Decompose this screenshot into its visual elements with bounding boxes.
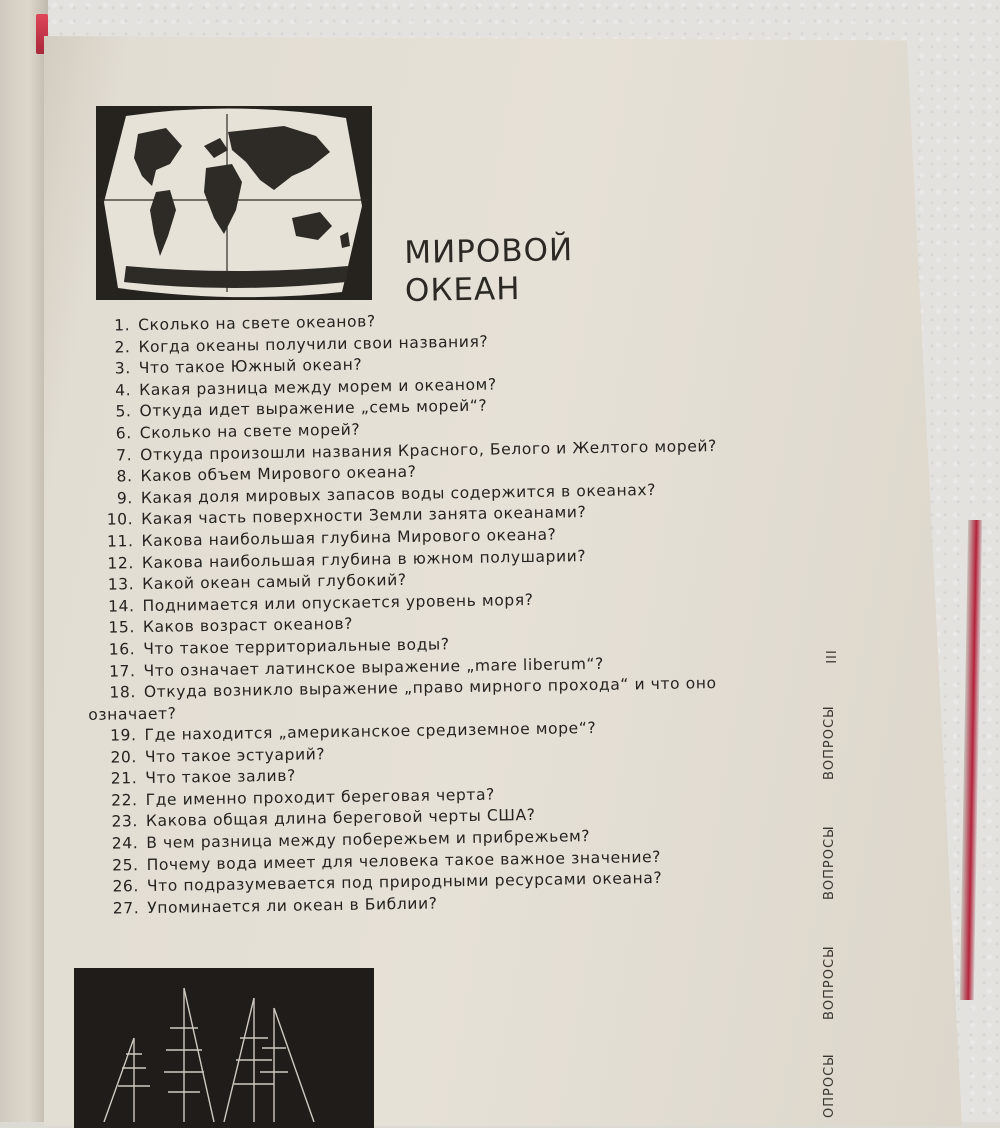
world-map-icon [96, 106, 372, 300]
question-text: Каков объем Мирового океана? [140, 462, 417, 486]
sailing-ships-illustration [74, 968, 374, 1128]
page-title [404, 231, 574, 310]
question-text: В чем разница между побережьем и прибрежьем? [146, 827, 591, 853]
question-number: 10. [106, 510, 134, 529]
question-text: Каков возраст океанов? [142, 615, 354, 637]
question-text: Сколько на свете океанов? [138, 312, 376, 335]
question-number: 5. [115, 402, 132, 421]
question-text: Поднимается или опускается уровень моря? [142, 590, 534, 615]
question-text: Какова наибольшая глубина в южном полушарии? [141, 546, 587, 572]
question-number: 27. [112, 898, 140, 918]
question-number: 3. [114, 359, 131, 378]
question-text: Что такое Южный океан? [138, 355, 363, 378]
question-number: 18. [109, 683, 137, 702]
section-tab-label: ВОПРОСЫ [822, 825, 837, 900]
question-text: Почему вода имеет для человека такое важное значение? [146, 847, 662, 874]
question-number: 16. [108, 640, 136, 659]
question-text: Откуда идет выражение „семь морей“? [139, 396, 488, 421]
question-number: 9. [116, 488, 134, 508]
question-text: Где находится „американское средиземное море“? [144, 719, 597, 745]
section-tab-label: ОПРОСЫ [822, 1053, 837, 1118]
question-text: Какова наибольшая глубина Мирового океана? [141, 525, 557, 550]
question-number: 20. [110, 747, 138, 767]
question-text: Какая часть поверхности Земли занята океанами? [141, 503, 587, 529]
question-text: Что такое территориальные воды? [143, 635, 450, 658]
world-map-illustration [96, 106, 372, 300]
question-text-continued: означает? [88, 704, 177, 724]
question-number: 12. [107, 553, 135, 573]
question-text: Что такое залив? [145, 766, 296, 788]
question-number: 22. [111, 791, 138, 810]
question-number: 14. [107, 596, 135, 616]
title-line-1: МИРОВОЙ [404, 232, 574, 271]
title-line-2: ОКЕАН [404, 270, 521, 309]
question-number: 25. [112, 855, 139, 875]
question-number: 26. [112, 877, 140, 896]
question-text: Что подразумевается под природными ресурсами океана? [146, 869, 663, 896]
question-list [80, 304, 829, 920]
question-text: Упоминается ли океан в Библии? [147, 894, 438, 917]
side-section-tabs [822, 640, 862, 1120]
question-number: 1. [114, 316, 131, 335]
question-text: Откуда произошли названия Красного, Белого и Желтого морей? [140, 436, 718, 464]
question-text: Откуда возникло выражение „право мирного прохода“ и что оно [143, 674, 717, 702]
section-tab-label: ВОПРОСЫ [822, 705, 837, 780]
question-number: 4. [115, 380, 132, 400]
question-text: Какая доля мировых запасов воды содержится в океанах? [140, 480, 657, 507]
question-number: 17. [108, 661, 136, 681]
question-text: Что такое эстуарий? [144, 744, 326, 766]
question-number: 7. [116, 445, 133, 465]
question-text: Сколько на свете морей? [139, 420, 361, 443]
question-number: 2. [114, 337, 131, 357]
question-number: 15. [108, 618, 136, 637]
section-tab-label: ВОПРОСЫ [822, 945, 837, 1020]
question-number: 13. [107, 575, 135, 594]
question-text: Когда океаны получили свои названия? [138, 332, 489, 356]
question-number: 21. [110, 769, 138, 788]
question-text: Где именно проходит береговая черта? [145, 785, 496, 809]
question-text: Какая разница между морем и океаном? [139, 375, 497, 399]
question-text: Какова общая длина береговой черты США? [145, 806, 536, 831]
question-number: 6. [115, 424, 132, 443]
ships-icon [74, 968, 374, 1122]
question-text: Какой океан самый глубокий? [142, 571, 407, 594]
question-number: 11. [106, 532, 134, 551]
question-number: 23. [111, 812, 139, 832]
question-number: 8. [116, 467, 133, 486]
question-number: 19. [110, 726, 137, 745]
question-text: Что означает латинское выражение „mare liberum“? [143, 654, 605, 680]
question-number: 24. [111, 834, 139, 853]
left-page-edge [0, 0, 48, 1122]
page-mark: III [821, 650, 837, 665]
